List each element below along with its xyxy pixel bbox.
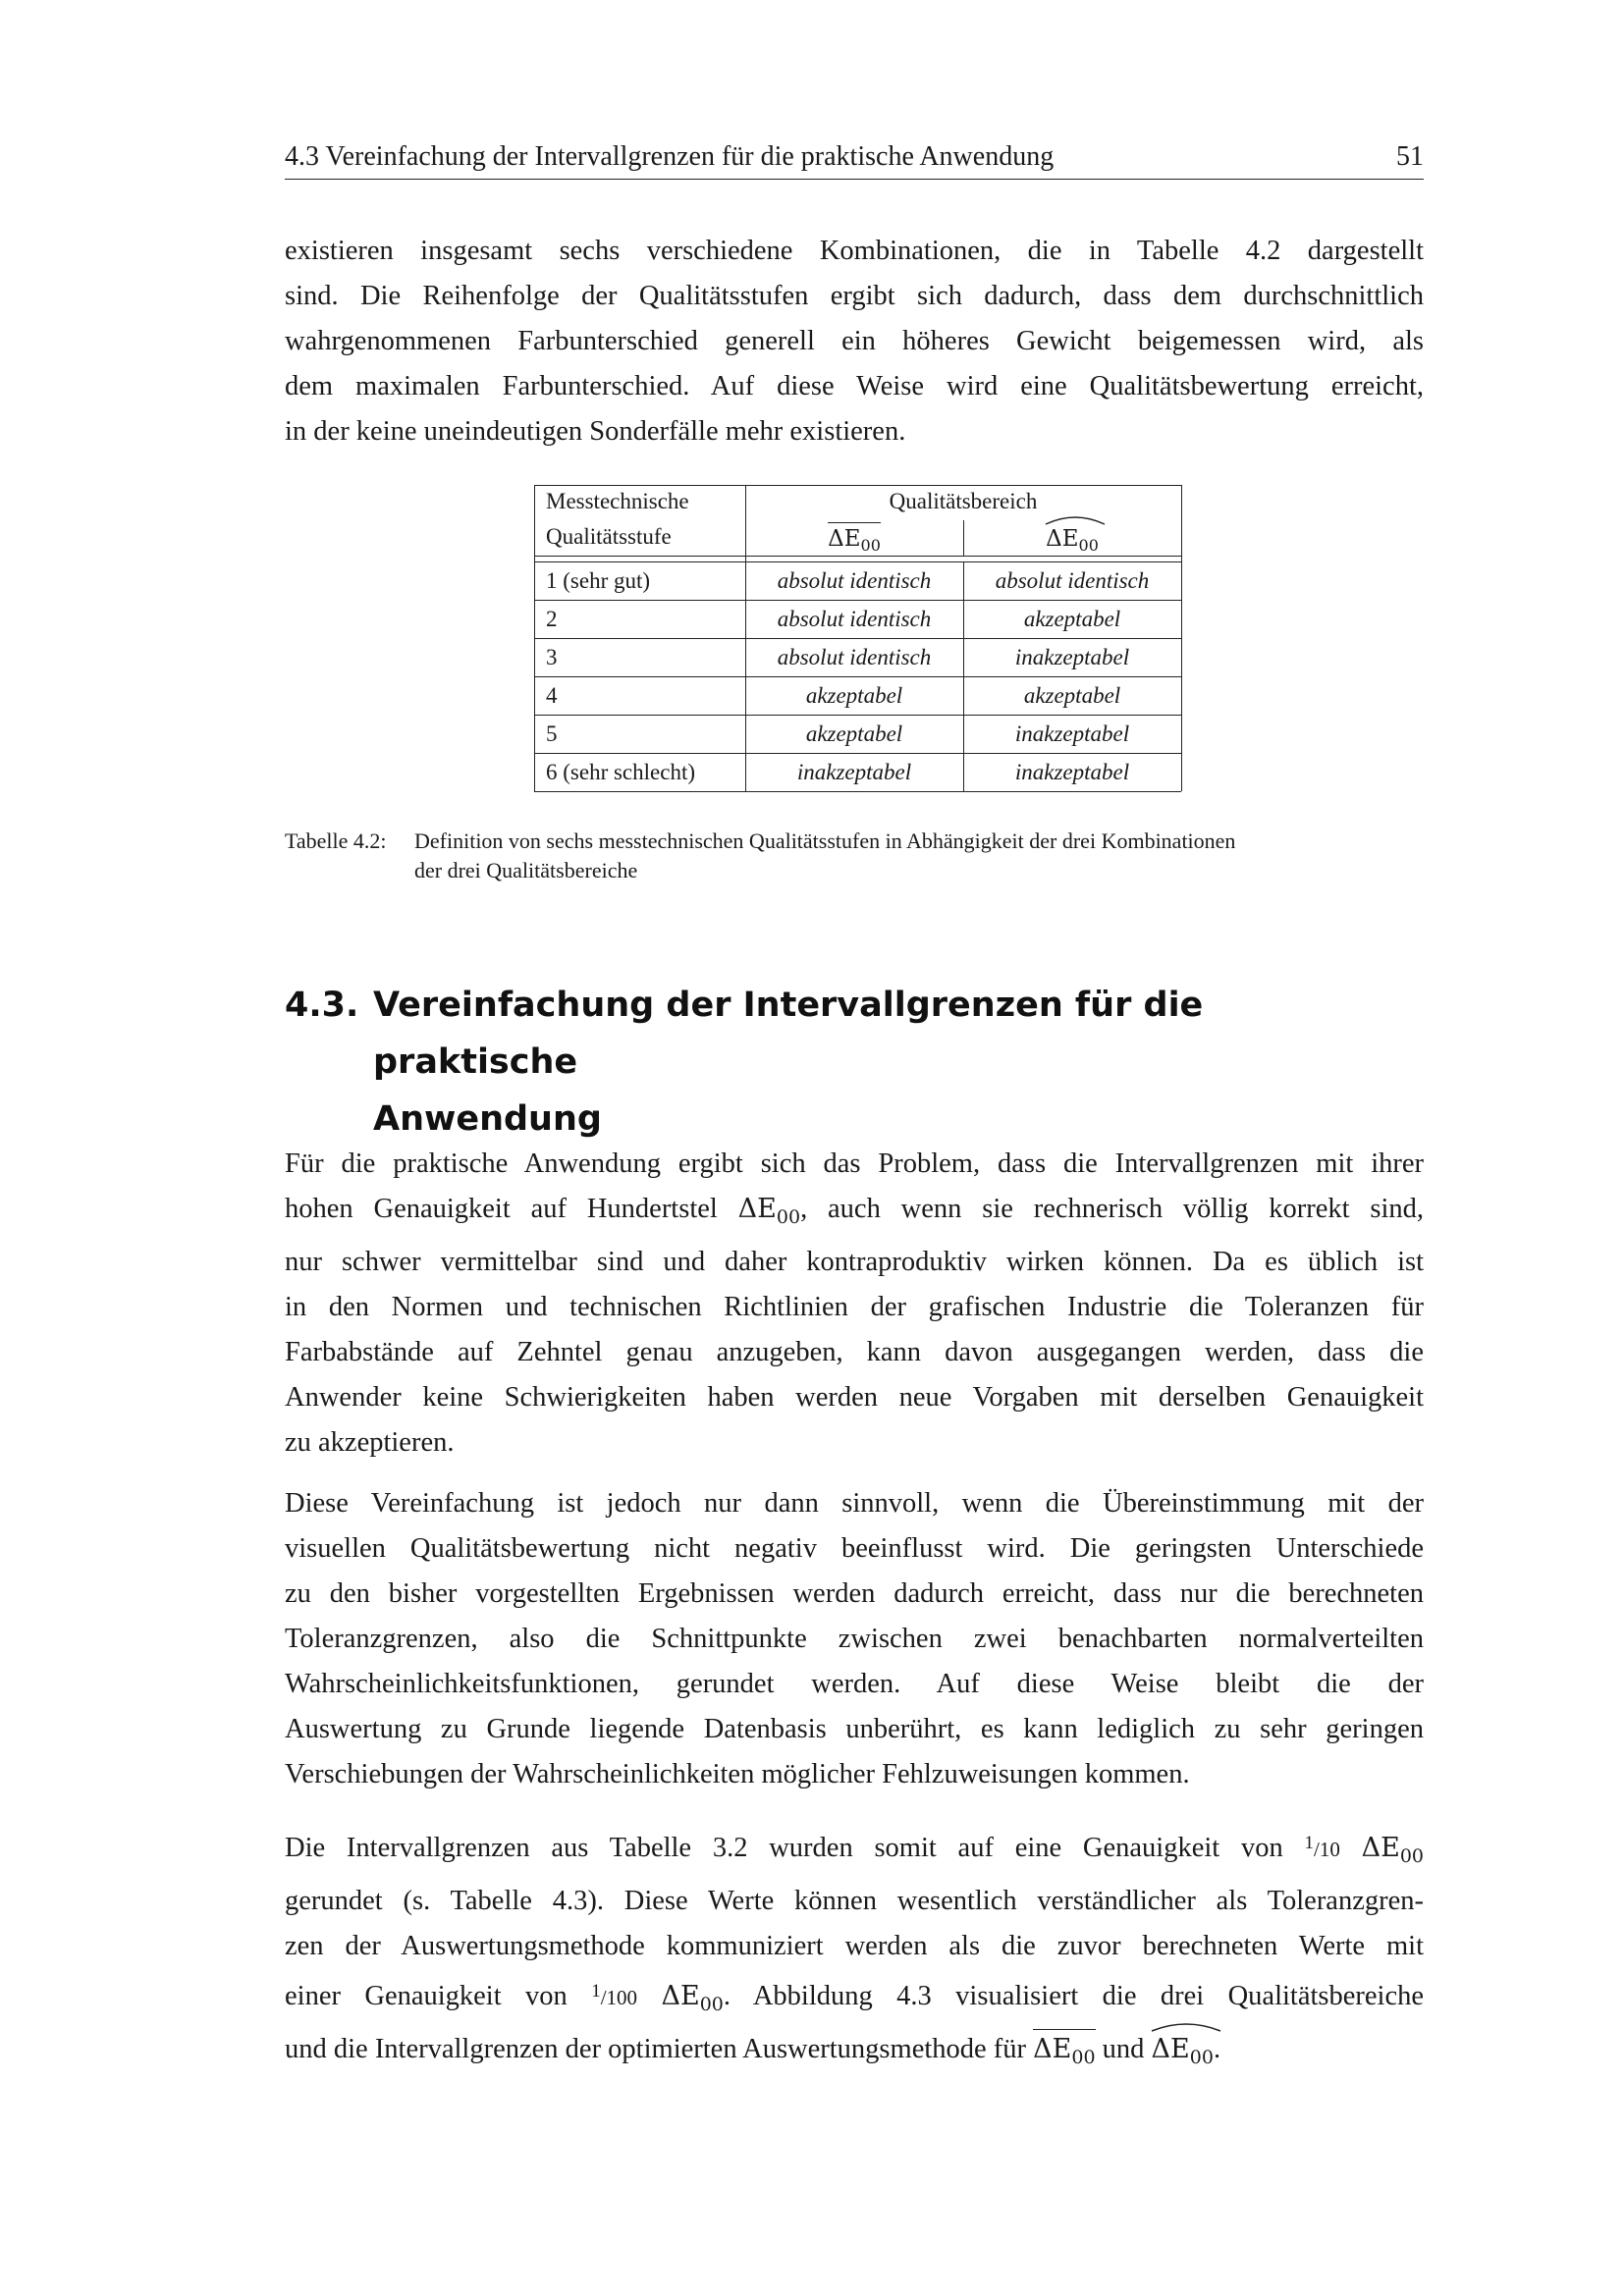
hat-arc xyxy=(1044,514,1107,526)
text-line: existieren insgesamt sechs verschiedene Kombinationen, die in Tabelle 4.2 dargestellt xyxy=(285,236,1424,266)
text-line: zen der Auswertungsmethode kommuniziert werden als die zuvor berechneten Werte mit xyxy=(285,1931,1424,1961)
text-run: einer Genauigkeit von xyxy=(285,1981,568,2011)
text-line: dem maximalen Farbunterschied. Auf diese Weise wird eine Qualitätsbewertung erreicht, xyxy=(285,371,1424,401)
table-rule xyxy=(1181,485,1182,791)
body-paragraph-2 xyxy=(285,1481,1424,1797)
overline-mark xyxy=(828,520,881,564)
table-cell-level: 5 xyxy=(546,721,558,746)
text-line: Farbabstände auf Zehntel genau anzugeben, kann davon ausgegangen werden, dass die xyxy=(285,1337,1424,1367)
text-run: und xyxy=(1102,2034,1145,2064)
inline-math-delta-e xyxy=(737,1194,801,1228)
table-cell-level: 6 (sehr schlecht) xyxy=(546,760,695,784)
intro-paragraph xyxy=(285,229,1424,454)
text-run: , auch wenn sie rechnerisch völlig korrekt sind, xyxy=(800,1194,1425,1224)
text-line: visuellen Qualitätsbewertung nicht negativ beeinflusst wird. Die geringsten Unterschiede xyxy=(285,1533,1424,1564)
text-run: hohen Genauigkeit auf Hundertstel xyxy=(285,1194,718,1224)
text-line: in der keine uneindeutigen Sonderfälle mehr existieren. xyxy=(285,416,906,447)
text-line: zu den bisher vorgestellten Ergebnissen werden dadurch erreicht, dass nur die berechneten xyxy=(285,1578,1424,1609)
fraction-hundredth xyxy=(591,1981,638,2009)
table-cell-level: 1 (sehr gut) xyxy=(546,568,651,593)
table-cell-max: inakzeptabel xyxy=(1014,721,1130,746)
table-header-level-line2: Qualitätsstufe xyxy=(546,524,672,549)
caption-line: der drei Qualitätsbereiche xyxy=(414,858,638,882)
text-line: Toleranzgrenzen, also die Schnittpunkte zwischen zwei benachbarten normalverteilten xyxy=(285,1624,1424,1654)
table-cell-mean: absolut identisch xyxy=(777,568,932,593)
fraction-numerator: 1 xyxy=(1304,1833,1314,1853)
delta-e-subscript: 00 xyxy=(860,536,881,555)
delta-e-symbol: ΔE xyxy=(661,1981,700,2011)
section-title-line: Anwendung xyxy=(373,1099,602,1139)
delta-e-subscript: 00 xyxy=(1078,536,1099,555)
table-header-mean-delta-e xyxy=(745,520,963,564)
table-cell-mean: absolut identisch xyxy=(777,645,932,669)
inline-math-mean-delta-e xyxy=(1033,2027,1095,2080)
text-line xyxy=(285,1969,1424,2027)
fraction-denominator: /100 xyxy=(600,1986,638,2009)
delta-e-subscript: 00 xyxy=(1189,2047,1214,2068)
text-line: zu akzeptieren. xyxy=(285,1427,455,1458)
section-title xyxy=(373,977,1355,1148)
table-cell-level: 3 xyxy=(546,645,558,669)
body-paragraph-3 xyxy=(285,1821,1424,2080)
delta-e-symbol: ΔE xyxy=(1033,2034,1072,2064)
body-paragraph-1 xyxy=(285,1142,1424,1466)
running-head-title: 4.3 Vereinfachung der Intervallgrenzen für die praktische Anwendung xyxy=(285,141,1055,172)
text-line: nur schwer vermittelbar sind und daher kontraproduktiv wirken können. Da es üblich ist xyxy=(285,1247,1424,1277)
table-header-level-line1: Messtechnische xyxy=(546,489,689,513)
inline-math-delta-e xyxy=(1361,1833,1425,1867)
section-number: 4.3. xyxy=(285,986,359,1025)
table-cell-mean: inakzeptabel xyxy=(796,760,912,784)
fraction-denominator: /10 xyxy=(1314,1838,1340,1861)
text-line: Verschiebungen der Wahrscheinlichkeiten möglicher Fehlzuweisungen kommen. xyxy=(285,1759,1190,1789)
text-run: Die Intervallgrenzen aus Tabelle 3.2 wurden somit auf eine Genauigkeit von xyxy=(285,1833,1283,1863)
table-cell-max: akzeptabel xyxy=(1023,607,1121,631)
hat-mark xyxy=(1046,520,1099,564)
text-line: sind. Die Reihenfolge der Qualitätsstufen ergibt sich dadurch, dass dem durchschnittlich xyxy=(285,281,1424,311)
table-cell-level: 4 xyxy=(546,683,558,708)
text-line: Auswertung zu Grunde liegende Datenbasis unberührt, es kann lediglich zu sehr geringen xyxy=(285,1714,1424,1744)
overline-bar xyxy=(1033,2029,1095,2030)
delta-e-symbol: ΔE xyxy=(1151,2034,1190,2064)
delta-e-symbol: ΔE xyxy=(737,1194,777,1224)
table-cell-max: akzeptabel xyxy=(1023,683,1121,708)
delta-e-symbol: ΔE xyxy=(1046,526,1079,552)
quality-levels-table xyxy=(534,485,1181,791)
fraction-numerator: 1 xyxy=(591,1981,601,2002)
caption-line: Definition von sechs messtechnischen Qualitätsstufen in Abhängigkeit der drei Kombinationen xyxy=(414,828,1236,853)
page-number: 51 xyxy=(1396,141,1424,172)
fraction-tenth xyxy=(1304,1833,1340,1861)
inline-math-delta-e xyxy=(661,1981,724,2015)
text-line: gerundet (s. Tabelle 4.3). Diese Werte können wesentlich verständlicher als Toleranzgren- xyxy=(285,1886,1424,1916)
caption-text xyxy=(414,827,1424,885)
text-line: Wahrscheinlichkeitsfunktionen, gerundet werden. Auf diese Weise bleibt die der xyxy=(285,1669,1424,1699)
delta-e-symbol: ΔE xyxy=(828,526,861,552)
text-line xyxy=(285,2027,1424,2080)
delta-e-subscript: 00 xyxy=(1071,2047,1096,2068)
running-head xyxy=(285,139,1424,180)
text-line: Anwender keine Schwierigkeiten haben werden neue Vorgaben mit derselben Genauigkeit xyxy=(285,1382,1424,1413)
caption-label: Tabelle 4.2: xyxy=(285,828,387,853)
section-title-line: Vereinfachung der Intervallgrenzen für die praktische xyxy=(373,986,1204,1082)
text-line xyxy=(285,1821,1424,1879)
table-cell-max: absolut identisch xyxy=(995,568,1150,593)
table-cell-mean: akzeptabel xyxy=(805,721,903,746)
table-header-quality-range: Qualitätsbereich xyxy=(889,489,1038,513)
delta-e-subscript: 00 xyxy=(776,1206,801,1228)
table-cell-mean: absolut identisch xyxy=(777,607,932,631)
table-cell-mean: akzeptabel xyxy=(805,683,903,708)
text-line: wahrgenommenen Farbunterschied generell ein höheres Gewicht beigemessen wird, als xyxy=(285,326,1424,356)
text-run: . xyxy=(1213,2034,1221,2064)
text-line: Für die praktische Anwendung ergibt sich das Problem, dass die Intervallgrenzen mit ihrer xyxy=(285,1148,1424,1179)
table-cell-level: 2 xyxy=(546,607,558,631)
hat-arc xyxy=(1150,2021,1222,2033)
text-line xyxy=(285,1187,1424,1240)
delta-e-symbol: ΔE xyxy=(1361,1833,1400,1863)
table-cell-max: inakzeptabel xyxy=(1014,645,1130,669)
overline-bar xyxy=(828,522,881,523)
text-run: und die Intervallgrenzen der optimierten Auswertungsmethode für xyxy=(285,2034,1027,2064)
table-header-max-delta-e xyxy=(963,520,1181,564)
table-rule xyxy=(534,791,1181,792)
text-line: in den Normen und technischen Richtlinien der grafischen Industrie die Toleranzen für xyxy=(285,1292,1424,1322)
text-run: . Abbildung 4.3 visualisiert die drei Qualitätsbereiche xyxy=(723,1981,1424,2011)
delta-e-subscript: 00 xyxy=(1399,1845,1425,1867)
text-line: Diese Vereinfachung ist jedoch nur dann sinnvoll, wenn die Übereinstimmung mit der xyxy=(285,1488,1424,1519)
delta-e-subscript: 00 xyxy=(699,1994,724,2015)
inline-math-max-delta-e xyxy=(1152,2027,1214,2080)
table-cell-max: inakzeptabel xyxy=(1014,760,1130,784)
